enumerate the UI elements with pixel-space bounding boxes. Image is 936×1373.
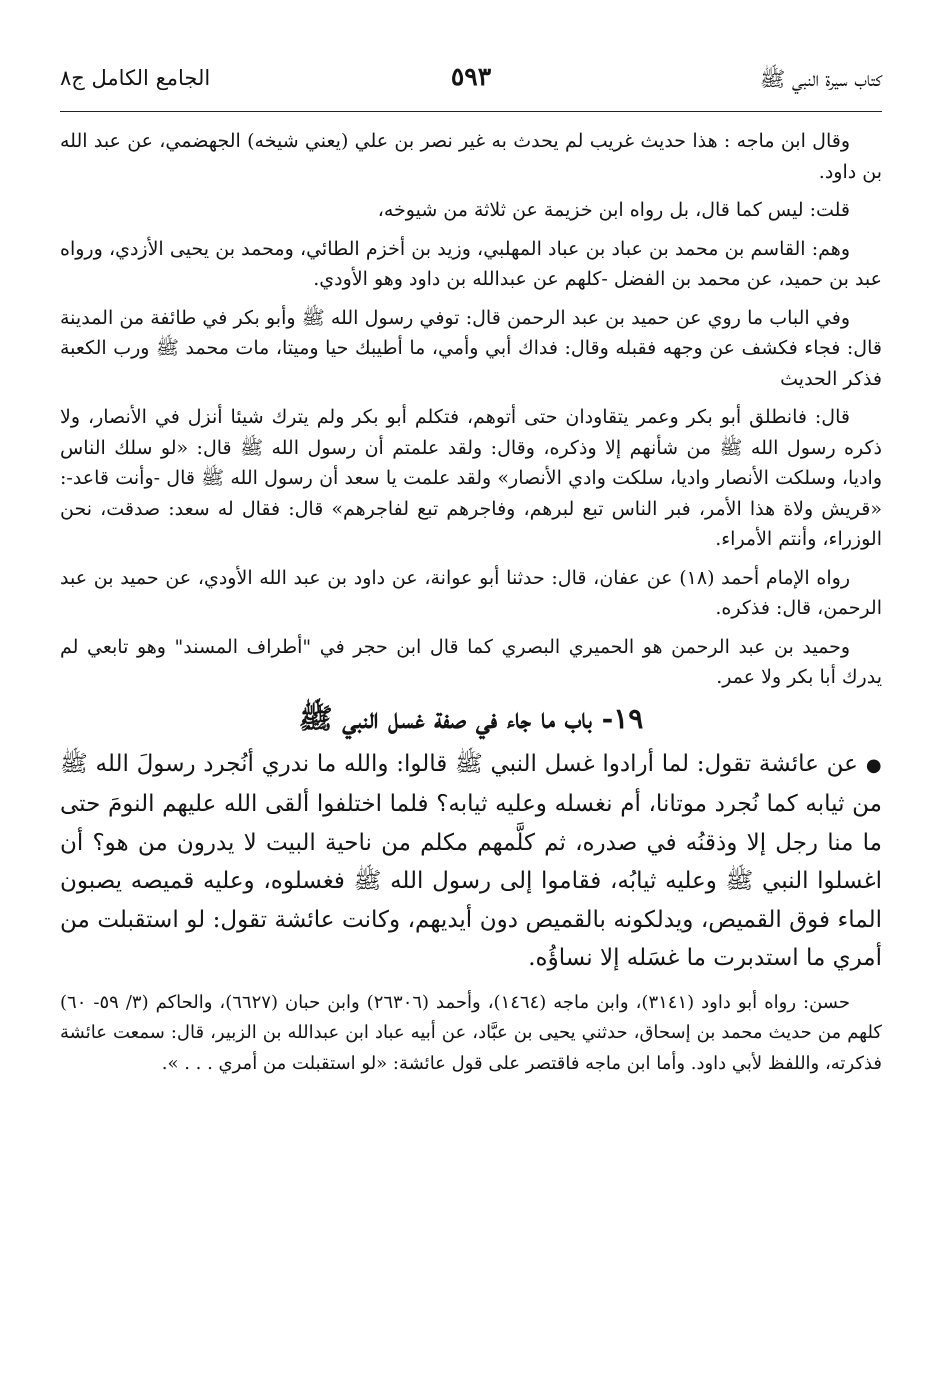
book-volume-title: الجامع الكامل ج٨ — [60, 66, 211, 90]
header-rule — [60, 111, 882, 112]
paragraph: قال: فانطلق أبو بكر وعمر يتقاودان حتى أتوهم، فتكلم أبو بكر ولم يترك شيئا أنزل في الأنصار، ولا ذكره رسول الله ﷺ من شأنهم إلا وذكره، وقال: ولقد علمتم أن رسول الله ﷺ قال: «لو سلك الناس واديا، وسلكت الأنصار واديا، سلكت وادي الأنصار» ولقد علمت يا سعد أن رسول الله ﷺ قال -وأنت قاعد-: «قريش ولاة هذا الأمر، فبر الناس تبع لبرهم، وفاجرهم تبع لفاجرهم» قال: فقال له سعد: صدقت، نحن الوزراء، وأنتم الأمراء. — [60, 406, 882, 550]
hadith-text: عن عائشة تقول: لما أرادوا غسل النبي ﷺ قالوا: والله ما ندري أنُجرد رسولَ الله ﷺ من ثيابه كما نُجرد موتانا، أم نغسله وعليه ثيابه؟ فلما اختلفوا ألقى الله عليهم النومَ حتى ما منا رجل إلا وذقنُه في صدره، ثم كلَّمهم مكلم من ناحية البيت لا يدرون من هو؟ أن اغسلوا النبي ﷺ وعليه ثيابُه، فقاموا إلى رسول الله ﷺ فغسلوه، وعليه قميصه يصبون الماء فوق القميص، ويدلكونه بالقميص دون أيديهم، وكانت عائشة تقول: لو استقبلت من أمري ما استدبرت ما غسَله إلا نساؤُه. — [60, 750, 882, 971]
page-number: ٥٩٣ — [450, 62, 492, 91]
paragraph: وقال ابن ماجه : هذا حديث غريب لم يحدث به غير نصر بن علي (يعني شيخه) الجهضمي، عن عبد الله بن داود. — [60, 130, 882, 183]
paragraph: قلت: ليس كما قال، بل رواه ابن خزيمة عن ثلاثة من شيوخه، — [377, 199, 850, 221]
paragraph: وحميد بن عبد الرحمن هو الحميري البصري كما قال ابن حجر في "أطراف المسند" وهو تابعي لم يدرك أبا بكر ولا عمر. — [60, 635, 882, 688]
chapter-title: ١٩- باب ما جاء في صفة غسل النبي ﷺ — [298, 701, 644, 735]
hadith-text-block — [60, 745, 882, 978]
paragraph: وهم: القاسم بن محمد بن عباد بن عباد المهلبي، وزيد بن أخزم الطائي، ومحمد بن يحيى الأزدي، ورواه عبد بن حميد، عن محمد بن الفضل -كلهم عن عبدالله بن داود وهو الأودي. — [60, 237, 882, 290]
page-header — [60, 58, 882, 98]
paragraph: وفي الباب ما روي عن حميد بن عبد الرحمن قال: توفي رسول الله ﷺ وأبو بكر في طائفة من المدينة قال: فجاء فكشف عن وجهه فقبله وقال: فداك أبي وأمي، ما أطيبك حيا وميتا، مات محمد ﷺ ورب الكعبة فذكر الحديث — [60, 306, 882, 390]
book-section-title: كتاب سيرة النبي ﷺ — [759, 67, 882, 91]
bullet-icon: ● — [865, 754, 882, 776]
paragraph: رواه الإمام أحمد (١٨) عن عفان، قال: حدثنا أبو عوانة، عن داود بن عبد الله الأودي، عن حميد بن عبد الرحمن، قال: فذكره. — [60, 566, 882, 619]
takhrij-paragraph: حسن: رواه أبو داود (٣١٤١)، وابن ماجه (١٤٦٤)، وأحمد (٢٦٣٠٦) وابن حبان (٦٦٢٧)، والحاكم (٣/ ٥٩- ٦٠) كلهم من حديث محمد بن إسحاق، حدثني يحيى بن عبَّاد، عن أبيه عباد ابن عبدالله بن الزبير، قال: سمعت عائشة فذكرته، واللفظ لأبي داود. وأما ابن ماجه فاقتصر على قول عائشة: «لو استقبلت من أمري . . . ». — [60, 991, 882, 1074]
page-body — [60, 126, 882, 1079]
